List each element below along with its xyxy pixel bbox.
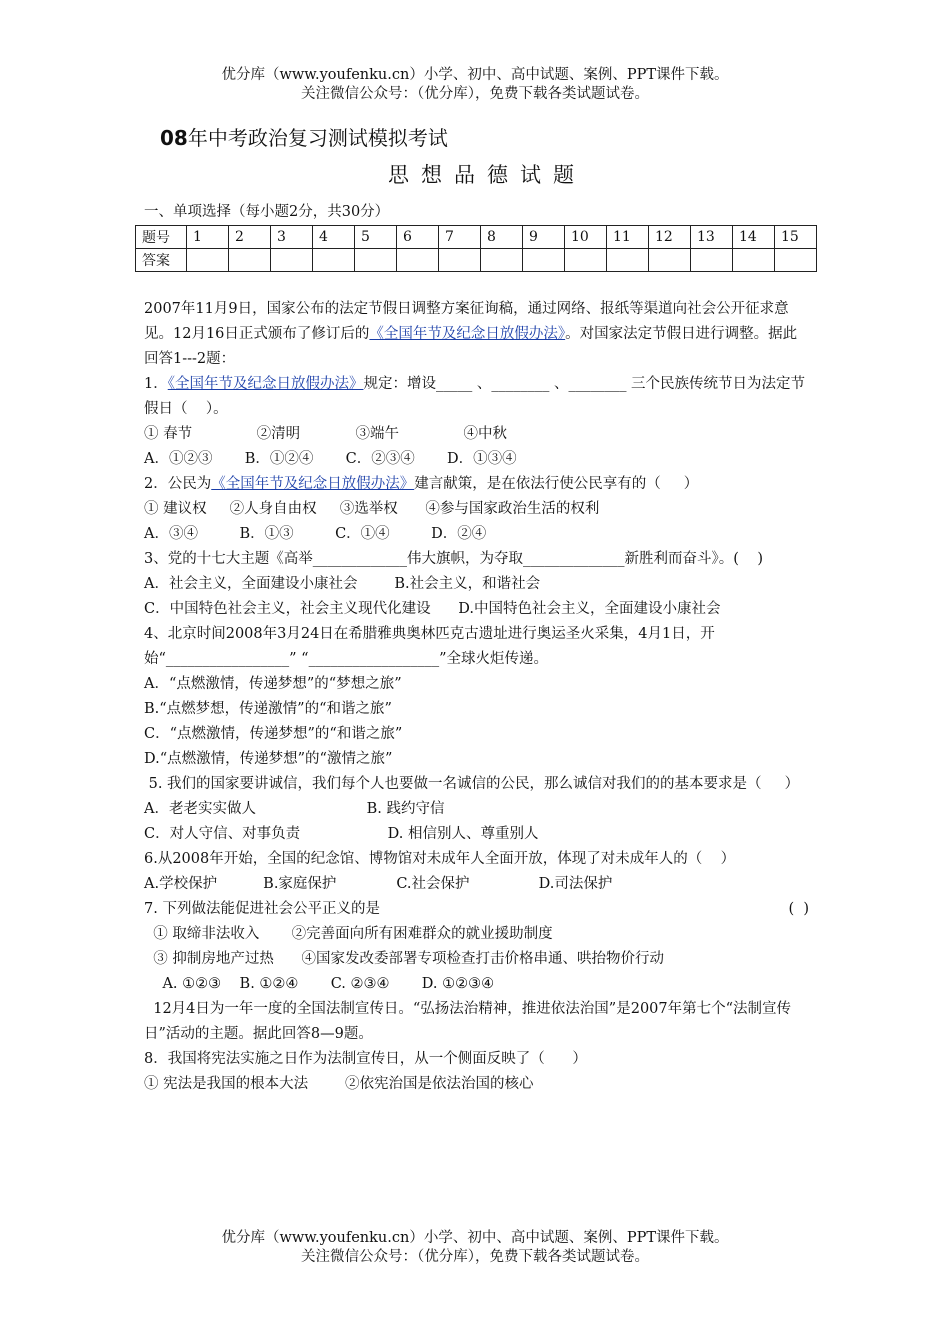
intro-passage-2: 12月4日为一年一度的全国法制宣传日。“弘扬法治精神，推进依法治国”是2007年第七个“法制宣传日”活动的主题。据此回答8—9题。 [144,1001,792,1042]
question-3-option-ab: A．社会主义，全面建设小康社会 B.社会主义，和谐社会 [144,576,541,592]
answer-cell[interactable] [313,249,355,272]
question-5-option-cd: C．对人守信、对事负责 D. 相信别人、尊重别人 [144,826,539,842]
answer-cell[interactable] [355,249,397,272]
question-number: 2 [229,226,271,249]
question-4-option-a: A．“点燃激情，传递梦想”的“梦想之旅” [144,676,402,692]
question-number: 3 [271,226,313,249]
intro-passage-1 [144,297,809,372]
question-1-items: ① 春节 ②清明 ③端午 ④中秋 [144,426,507,442]
question-4-option-c: C．“点燃激情，传递梦想”的“和谐之旅” [144,726,403,742]
exam-title-year: 08 [160,126,188,150]
answer-cell[interactable] [649,249,691,272]
intro-text-tail: 。对国家法定节假日进行调整。据此回答1---2题： [144,326,798,367]
question-number: 15 [775,226,817,249]
question-text: 7. 下列做法能促进社会公平正义的是 [144,901,380,917]
question-number: 10 [565,226,607,249]
exam-title-text: 年中考政治复习测试模拟考试 [187,126,448,150]
question-5-option-ab: A．老老实实做人 B. 践约守信 [144,801,445,817]
answer-cell[interactable] [565,249,607,272]
exam-title [160,122,448,151]
question-7-options: A. ①②③ B. ①②④ C. ②③④ D. ①②③④ [144,976,495,992]
holiday-regulation-link[interactable]: 《全国年节及纪念日放假办法》 [211,476,415,492]
question-1-options: A．①②③ B．①②④ C．②③④ D．①③④ [144,451,517,467]
question-6-options: A.学校保护 B.家庭保护 C.社会保护 D.司法保护 [144,876,613,892]
question-number: 8 [481,226,523,249]
question-text: 建言献策，是在依法行使公民享有的（ ） [414,476,699,492]
answer-cell[interactable] [607,249,649,272]
question-3-option-cd: C．中国特色社会主义，社会主义现代化建设 D.中国特色社会主义，全面建设小康社会 [144,601,721,617]
holiday-regulation-link[interactable]: 《全国年节及纪念日放假办法》 [369,326,566,342]
question-number: 12 [649,226,691,249]
question-number: 11 [607,226,649,249]
answer-table-number-row [136,226,817,249]
question-8: 8．我国将宪法实施之日作为法制宣传日，从一个侧面反映了（ ） [144,1051,587,1067]
question-number: 4 [313,226,355,249]
question-number: 7 [439,226,481,249]
answer-cell[interactable] [775,249,817,272]
page-footer [0,1229,950,1267]
exam-subtitle: 思想品德试题 [388,163,586,187]
question-4-option-b: B.“点燃梦想，传递激情”的“和谐之旅” [144,701,392,717]
answer-cell[interactable] [271,249,313,272]
row-label-answer: 答案 [136,249,187,272]
question-7-items-2: ③ 抑制房地产过热 ④国家发改委部署专项检查打击价格串通、哄抬物价行动 [144,951,664,967]
question-4: 4、北京时间2008年3月24日在希腊雅典奥林匹克古遗址进行奥运圣火采集，4月1日，开始“_________________” “__________________”全球火炬传递。 [144,626,715,667]
answer-cell[interactable] [397,249,439,272]
question-number: 14 [733,226,775,249]
answer-cell[interactable] [733,249,775,272]
question-number-label: 1． [144,376,168,392]
question-number: 13 [691,226,733,249]
answer-cell[interactable] [481,249,523,272]
answer-table [135,225,817,272]
question-number: 5 [355,226,397,249]
footer-line-2: 关注微信公众号：（优分库），免费下载各类试题试卷。 [301,1249,649,1265]
section-heading: 一、单项选择（每小题2分，共30分） [144,204,390,220]
question-number-label: 2．公民为 [144,476,212,492]
question-3: 3、党的十七大主题《高举_____________伟大旗帜，为夺取______________新胜利而奋斗》。( ) [144,551,763,567]
answer-table-answer-row [136,249,817,272]
answer-cell[interactable] [229,249,271,272]
question-8-items: ① 宪法是我国的根本大法 ②依宪治国是依法治国的核心 [144,1076,534,1092]
answer-cell[interactable] [691,249,733,272]
row-label-number: 题号 [136,226,187,249]
question-5: 5. 我们的国家要讲诚信，我们每个人也要做一名诚信的公民，那么诚信对我们的的基本要求是（ ） [144,776,800,792]
answer-cell[interactable] [439,249,481,272]
question-text: 规定：增设_____ 、________ 、________ 三个民族传统节日为法定节假日（ ）。 [144,376,806,417]
page-header [0,66,950,104]
question-6: 6.从2008年开始，全国的纪念馆、博物馆对未成年人全面开放，体现了对未成年人的（ ） [144,851,736,867]
header-line-1: 优分库（www.youfenku.cn）小学、初中、高中试题、案例、PPT课件下载。 [221,67,729,83]
answer-cell[interactable] [523,249,565,272]
question-number: 1 [187,226,229,249]
answer-cell[interactable] [187,249,229,272]
question-2-options: A．③④ B．①③ C．①④ D．②④ [144,526,487,542]
footer-line-1: 优分库（www.youfenku.cn）小学、初中、高中试题、案例、PPT课件下载。 [221,1230,729,1246]
question-4-option-d: D.“点燃激情，传递梦想”的“激情之旅” [144,751,393,767]
holiday-regulation-link[interactable]: 《全国年节及纪念日放假办法》 [167,376,364,392]
question-1 [144,372,809,422]
question-number: 6 [397,226,439,249]
question-2 [144,472,809,497]
question-number: 9 [523,226,565,249]
question-body [144,297,809,1097]
answer-bracket: ( ) [788,901,809,917]
question-7-items-1: ① 取缔非法收入 ②完善面向所有困难群众的就业援助制度 [144,926,553,942]
header-line-2: 关注微信公众号：（优分库），免费下载各类试题试卷。 [301,86,649,102]
intro-text: 2007年11月9日，国家公布的法定节假日调整方案征询稿，通过网络、报纸等渠道向社会公开征求意见。12月16日正式颁布了修订后的 [144,301,789,342]
question-7 [144,897,809,922]
question-2-items: ① 建议权 ②人身自由权 ③选举权 ④参与国家政治生活的权利 [144,501,600,517]
